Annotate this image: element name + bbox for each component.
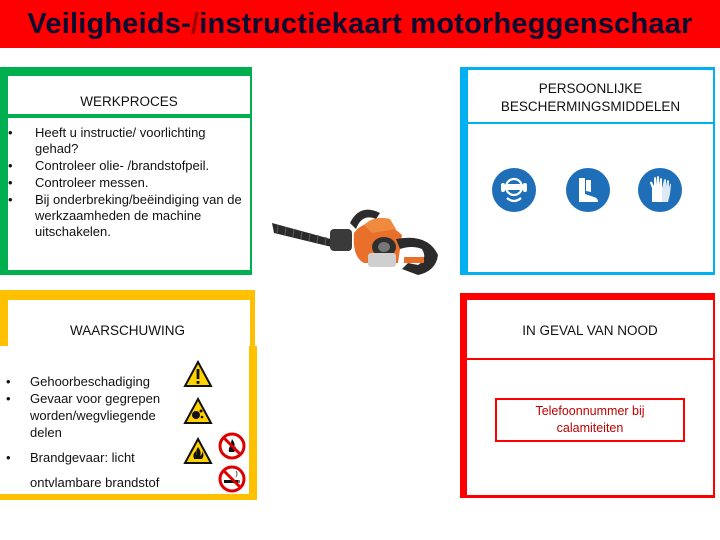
page-title [27, 8, 692, 41]
waarschuwing-list [0, 373, 180, 495]
psm-title-line1: PERSOONLIJKE [538, 81, 643, 96]
werkproces-list [2, 125, 242, 240]
psm-title [468, 80, 713, 116]
flying-parts-warning-icon [183, 397, 213, 425]
list-item: • Controleer messen. [2, 175, 242, 191]
title-part2: instructiekaart motorheggenschaar [199, 7, 693, 40]
safety-boots-icon [566, 168, 610, 212]
general-warning-icon [183, 360, 213, 388]
phone-label-line1: Telefoonnummer bij [535, 404, 645, 418]
phone-label-line2: calamiteiten [556, 421, 624, 435]
hedge-trimmer-image [268, 183, 448, 289]
gloves-icon [638, 168, 682, 212]
nood-title: IN GEVAL VAN NOOD [522, 323, 658, 338]
list-item: • Bij onderbreking/beëindiging van de werkzaamheden de machine uitschakelen. [2, 192, 242, 240]
title-part1: Veiligheids- [27, 7, 191, 40]
list-item: • Controleer olie- /brandstofpeil. [2, 158, 242, 174]
title-bar [0, 0, 720, 48]
werkproces-title: WERKPROCES [80, 94, 178, 109]
ear-and-eye-protection-icon [492, 168, 536, 212]
emergency-phone-box [495, 398, 685, 442]
flammable-warning-icon [183, 437, 213, 465]
list-item: • Brandgevaar: licht ontvlambare brandstof [0, 445, 180, 495]
list-item: • Gehoorbeschadiging [0, 373, 180, 390]
list-item: • Heeft u instructie/ voorlichting gehad? [2, 125, 242, 157]
title-slash: / [190, 7, 200, 40]
no-smoking-icon [218, 465, 246, 493]
waarschuwing-title: WAARSCHUWING [70, 323, 185, 338]
psm-title-line2: BESCHERMINGSMIDDELEN [500, 99, 681, 114]
list-item: • Gevaar voor gegrepen worden/wegvliegende delen [0, 390, 180, 441]
no-open-fire-icon [218, 432, 246, 460]
